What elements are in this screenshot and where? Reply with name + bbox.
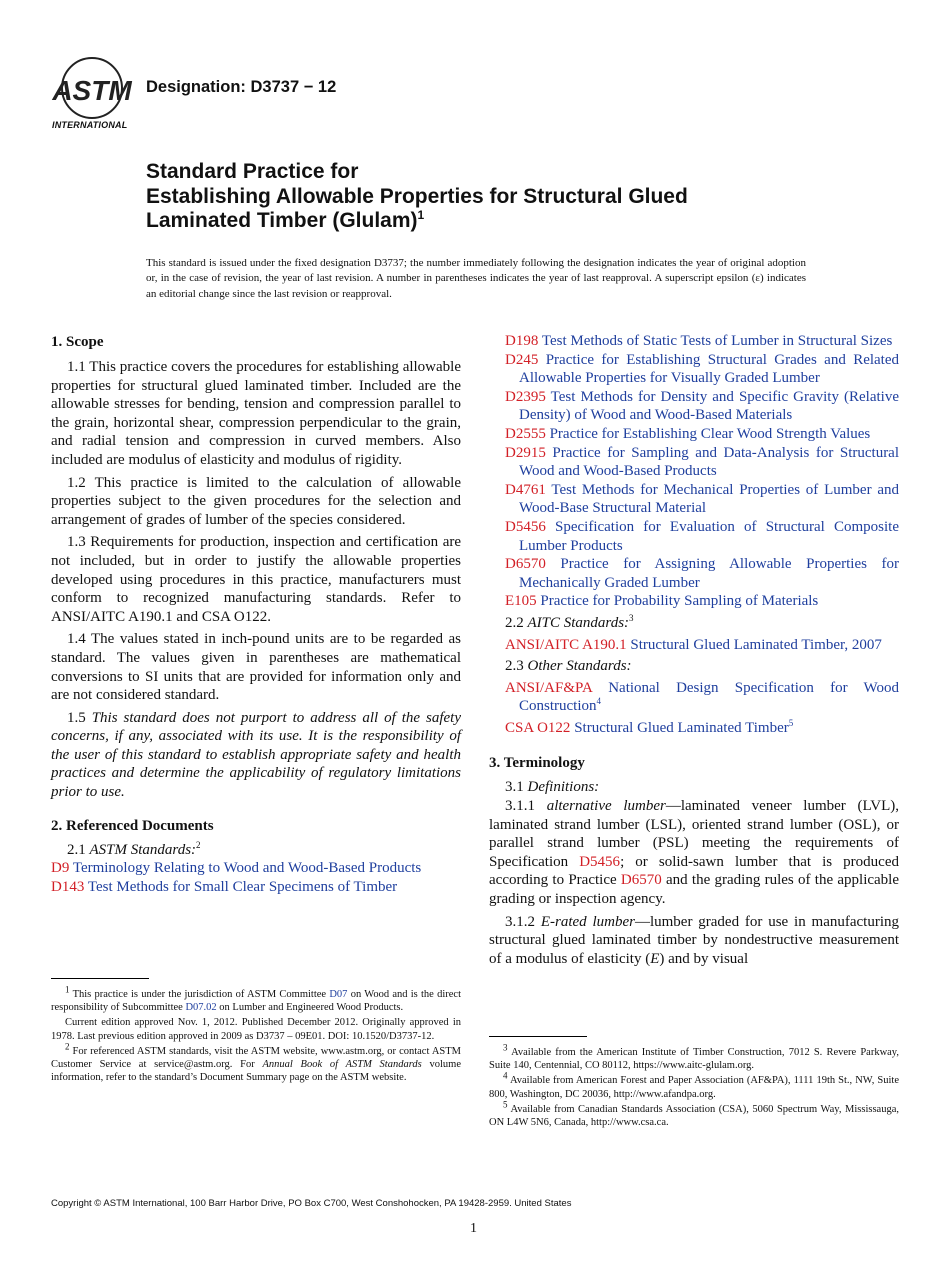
ref-title-link[interactable]: Practice for Establishing Clear Wood Strength Values <box>549 425 871 442</box>
title-line-2: Establishing Allowable Properties for Structural Glued <box>146 184 688 208</box>
footnote-5: $^5$ Available from Canadian Standards Association (CSA), 5060 Spectrum Way, Mississauga, ON L4W 5N6, Canada, http://www.csa.ca. <box>489 1099 899 1129</box>
footnote-1-edition: Current edition approved Nov. 1, 2012. Published December 2012. Originally approved in 1978. Last previous edition approved in 2009 as D3737 – 09E01. DOI: 10.1520/D3737-12. <box>51 1017 461 1042</box>
ref-title-link[interactable]: Practice for Establishing Structural Grades and Related Allowable Properties for Visually Graded Lumber <box>519 351 900 387</box>
footnotes-right <box>489 1042 900 1129</box>
ref-code-link[interactable]: ANSI/AITC A190.1 <box>505 636 627 653</box>
ref-code-link[interactable]: D143 <box>51 878 85 895</box>
left-column <box>51 332 461 896</box>
footnote-1: $^1$ This practice is under the jurisdiction of ASTM Committee D07 on Wood and is the direct responsibility of Subcommittee D07.02 on Lumber and Engineered Wood Products. <box>51 984 461 1014</box>
ref-item[interactable] <box>489 592 899 611</box>
ref-title-link[interactable]: Test Methods for Density and Specific Gravity (Relative Density) of Wood and Wood-Based Materials <box>519 388 899 424</box>
page-number: 1 <box>470 1221 477 1236</box>
astm-standards-label: 2.1 ASTM Standards:$^2$ <box>67 839 201 858</box>
footnotes-left <box>51 984 461 1084</box>
astm-logo <box>50 56 136 132</box>
ref-item[interactable]: CSA O122 Structural Glued Laminated Timber$^5$ <box>505 717 794 736</box>
ref-code-link[interactable]: D9 <box>51 860 70 877</box>
ref-title-link[interactable]: Practice for Probability Sampling of Materials <box>540 593 819 610</box>
copyright: Copyright © ASTM International, 100 Barr Harbor Drive, PO Box C700, West Conshohocken, PA 19428-2959. United States <box>51 1198 572 1209</box>
ref-title-link[interactable]: Terminology Relating to Wood and Wood-Based Products <box>72 860 422 877</box>
ref-title-link[interactable]: Practice for Sampling and Data-Analysis for Structural Wood and Wood-Based Products <box>519 444 900 480</box>
right-column <box>489 332 899 968</box>
practice-link[interactable]: D6570 <box>620 872 662 889</box>
scope-p4: 1.4 The values stated in inch-pound units are to be regarded as standard. The values given in parentheses are mathematical conversions to SI units that are provided for information only and are not considered standard. <box>51 631 461 704</box>
page-title <box>146 160 906 234</box>
scope-heading: 1. Scope <box>51 334 104 350</box>
def-alternative-lumber: 3.1.1 alternative lumber—laminated veneer lumber (LVL), laminated strand lumber (LSL), oriented strand lumber (OSL), or parallel strand lumber (PSL) meeting the requirements of Specification D5456; or solid-sawn lumber that is produced according to Practice D6570 and the grading rules of the applicable grading or inspection agency. <box>489 798 900 908</box>
terminology-heading: 3. Terminology <box>489 755 585 772</box>
other-standards-label: 2.3 Other Standards: <box>505 658 632 675</box>
ref-code-link[interactable]: D6570 <box>505 556 546 573</box>
aitc-standards-label: 2.2 AITC Standards:$^3$ <box>505 612 634 631</box>
ref-item[interactable] <box>489 518 899 555</box>
ref-item[interactable] <box>489 444 899 481</box>
ref-title-link[interactable]: Practice for Assigning Allowable Properties for Mechanically Graded Lumber <box>519 556 899 591</box>
ref-code-link[interactable]: D198 <box>505 333 539 349</box>
definitions-label: 3.1 Definitions: <box>505 779 600 796</box>
ref-item[interactable] <box>51 859 461 878</box>
ref-title: National Design Specification for Wood Construction <box>519 679 900 715</box>
ref-code-link[interactable]: D2915 <box>505 444 546 461</box>
logo-text: INTERNATIONAL <box>52 120 128 130</box>
ref-title-link[interactable]: Test Methods for Small Clear Specimens of Timber <box>87 878 398 895</box>
ref-title: Structural Glued Laminated Timber <box>574 719 789 736</box>
ref-code-link[interactable]: D5456 <box>505 518 546 535</box>
svg-text:ASTM: ASTM <box>52 75 132 106</box>
issue-note: This standard is issued under the fixed designation D3737; the number immediately following the designation indicates the year of original adoption or, in the case of revision, the year of last revision. A number in parentheses indicates the year of last reapproval. A superscript epsilon (ε) indicates an editorial change since the last revision or reapproval. <box>146 257 806 300</box>
spec-link[interactable]: D5456 <box>579 853 621 870</box>
ref-code-link[interactable]: D2555 <box>505 425 546 442</box>
ref-item[interactable] <box>489 425 899 444</box>
footnote-4: $^4$ Available from American Forest and Paper Association (AF&PA), 1111 19th St., NW, Suite 800, Washington, DC 20036, http://www.afandpa.org. <box>489 1070 899 1100</box>
ref-item[interactable] <box>489 555 899 592</box>
scope-p1: 1.1 This practice covers the procedures for establishing allowable properties for structural glued laminated timber. Included are the allowable stresses for bending, tension and compression parallel to the grain, horizontal shear, compression perpendicular to the grain, and radial tension and compression in curved members. Also included are modulus of elasticity and modulus of rigidity. <box>51 359 461 468</box>
ref-item[interactable] <box>489 388 899 425</box>
ref-title-link[interactable]: Test Methods for Mechanical Properties of Lumber and Wood-Base Structural Material <box>519 481 899 517</box>
footnote-divider-right <box>489 1036 587 1037</box>
committee-link[interactable]: D07 <box>329 989 348 1000</box>
footnote-divider-left <box>51 978 149 979</box>
title-line-1: Standard Practice for <box>146 160 359 183</box>
ref-item[interactable] <box>489 481 899 518</box>
scope-p3: 1.3 Requirements for production, inspection and certification are not included, but in order to justify the allowable properties developed using procedures in this practice, manufacturers must conform to recognized manufacturing standards. Refer to ANSI/AITC A190.1 and CSA O122. <box>51 534 461 625</box>
designation: Designation: D3737 − 12 <box>146 78 337 96</box>
ref-item[interactable] <box>489 636 899 655</box>
ref-item[interactable]: ANSI/AF&PA National Design Specification for Wood Construction$^4$ <box>505 679 900 715</box>
ref-code-link[interactable]: D2395 <box>505 388 546 405</box>
ref-code-link[interactable]: D245 <box>505 351 539 368</box>
ref-code-link[interactable]: E105 <box>505 593 537 610</box>
ref-code: ANSI/AF&PA <box>505 679 592 696</box>
title-line-3: Laminated Timber (Glulam)$^1$ <box>146 208 425 232</box>
footnote-2: $^2$ For referenced ASTM standards, visit the ASTM website, www.astm.org, or contact ASTM Customer Service at service@astm.org. For Annual Book of ASTM Standards volume information, refer to the standard’s Document Summary page on the ASTM website. <box>51 1041 461 1084</box>
ref-item[interactable] <box>489 332 899 351</box>
ref-title-link[interactable]: Structural Glued Laminated Timber, 2007 <box>630 636 882 653</box>
ref-item[interactable] <box>51 878 461 897</box>
scope-p5: 1.5 This standard does not purport to address all of the safety concerns, if any, associated with its use. It is the responsibility of the user of this standard to establish appropriate safety and health practices and determine the applicability of regulatory limitations prior to use. <box>51 709 462 801</box>
def-e-rated-lumber: 3.1.2 E-rated lumber—lumber graded for use in manufacturing structural glued laminated timber by nondestructive measurement of a modulus of elasticity (E) and by visual <box>489 913 899 967</box>
ref-code-link[interactable]: D4761 <box>505 481 546 498</box>
scope-p2: 1.2 This practice is limited to the calculation of allowable properties subject to the given procedures for the selection and arrangement of grades of lumber of the species considered. <box>51 474 461 528</box>
ref-code: CSA O122 <box>505 719 571 736</box>
footnote-3: $^3$ Available from the American Institute of Timber Construction, 7012 S. Revere Parkway, Suite 140, Centennial, CO 80112, https://www.aitc-glulam.org. <box>489 1042 900 1072</box>
subcommittee-link[interactable]: D07.02 <box>185 1002 217 1014</box>
refdocs-heading: 2. Referenced Documents <box>51 817 214 834</box>
ref-title-link[interactable]: Specification for Evaluation of Structural Composite Lumber Products <box>519 518 899 554</box>
ref-title-link[interactable]: Test Methods of Static Tests of Lumber in Structural Sizes <box>541 333 893 349</box>
ref-item[interactable] <box>489 351 899 388</box>
